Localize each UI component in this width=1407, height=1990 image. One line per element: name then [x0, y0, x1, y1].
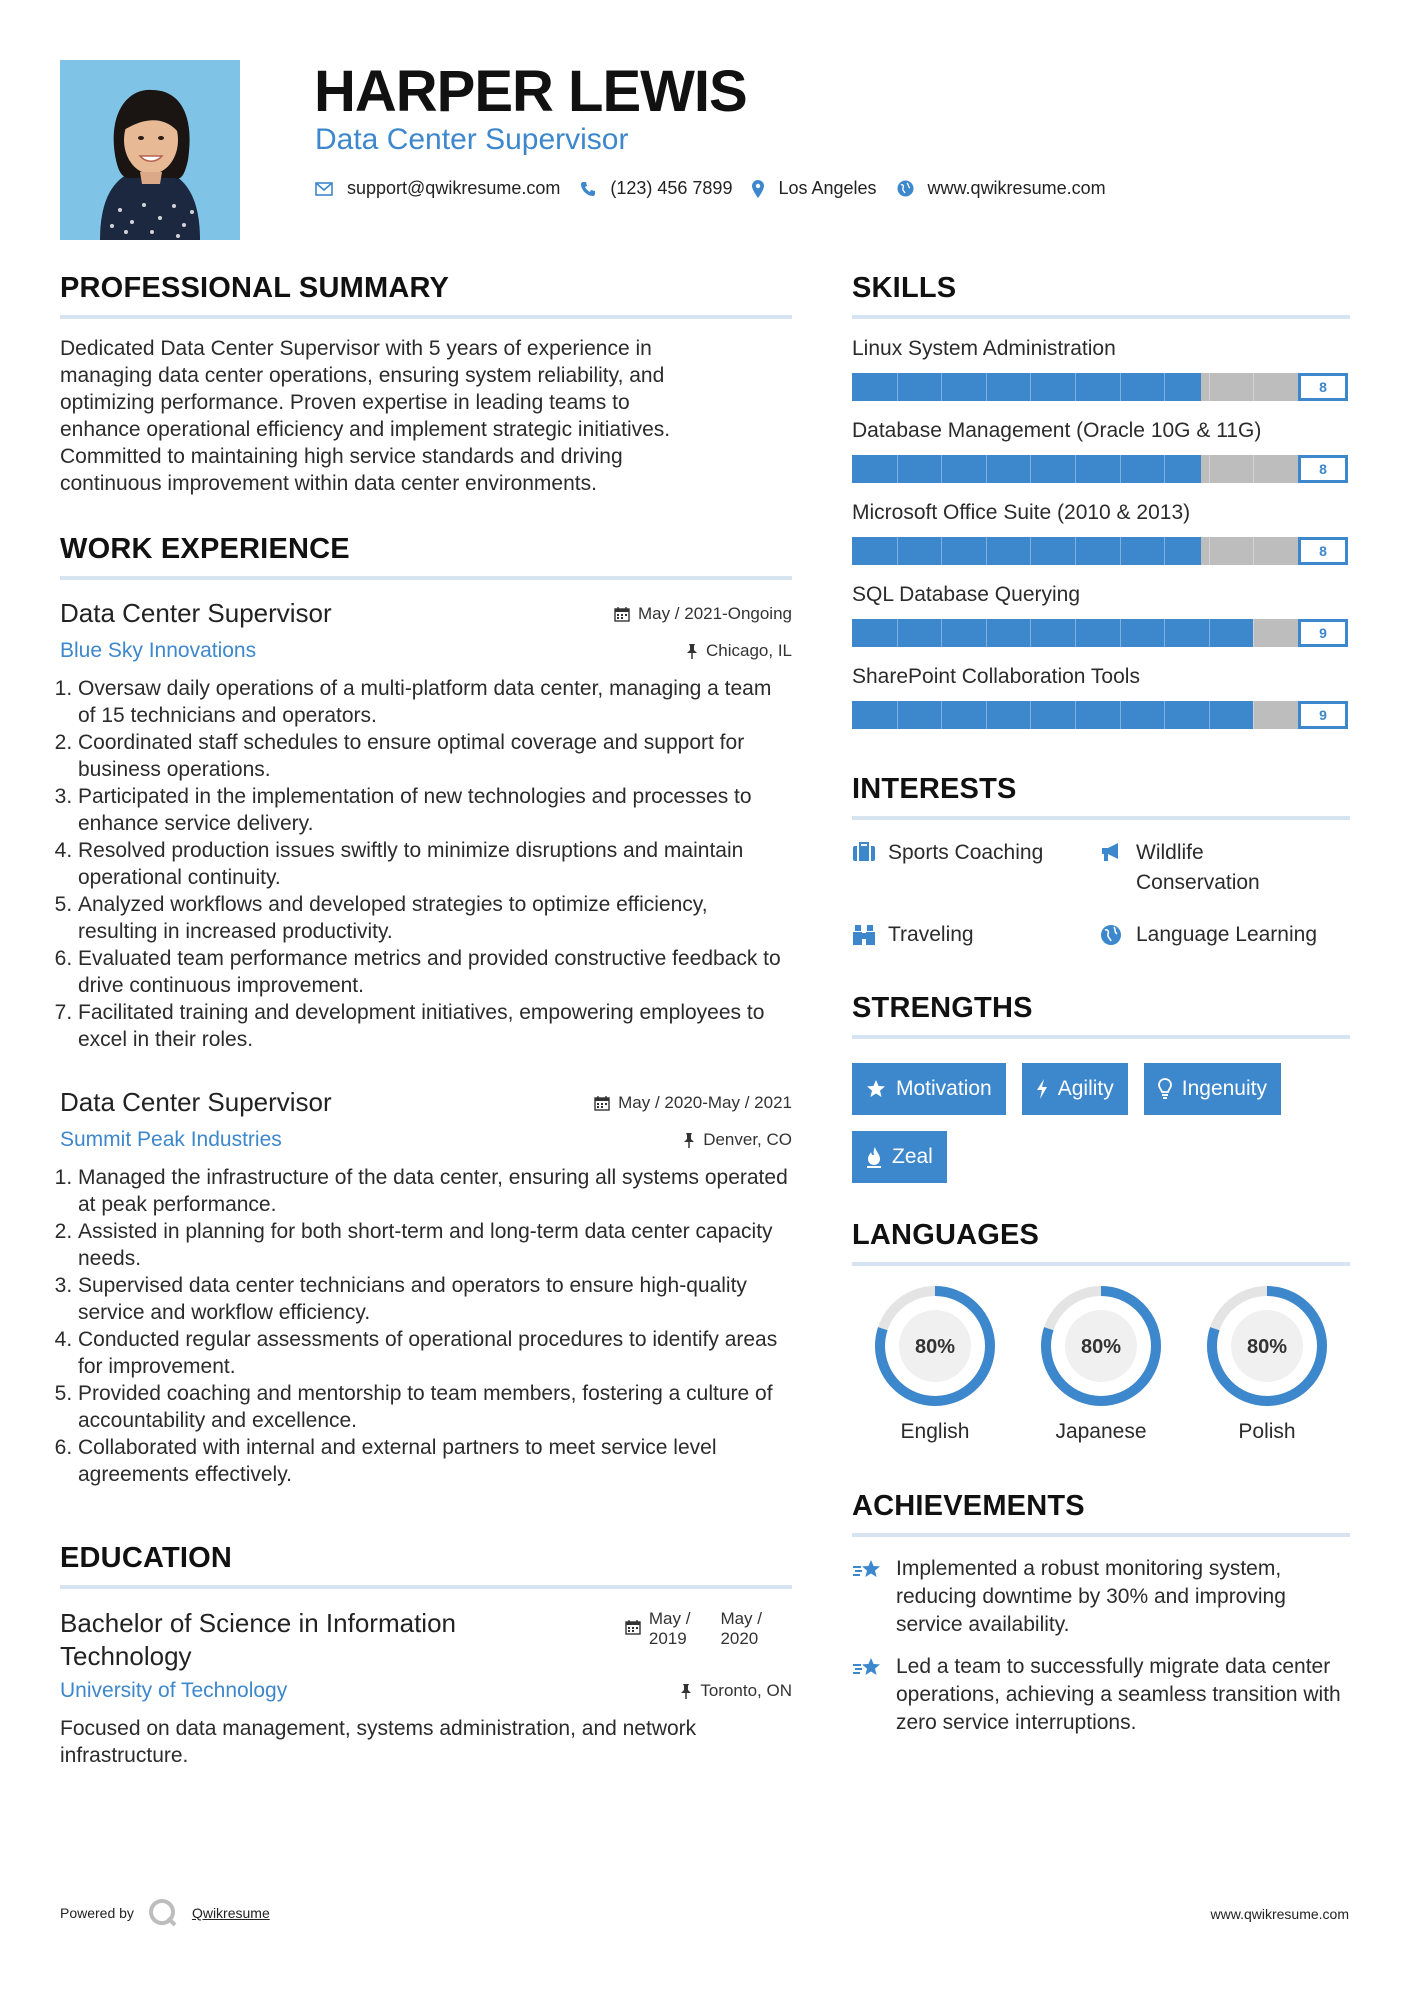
skill-bar-fill	[852, 701, 1253, 729]
candidate-title: Data Center Supervisor	[315, 123, 629, 156]
bullhorn-icon	[1100, 838, 1128, 862]
skill-bar-segment	[1164, 455, 1165, 483]
list-item: 6. Evaluated team performance metrics and provided constructive feedback to drive continuous improvement.	[78, 945, 792, 999]
interest-item	[852, 838, 1100, 898]
contact-location	[752, 178, 876, 199]
date-start	[649, 1609, 691, 1649]
skill-bar-segment	[1164, 619, 1165, 647]
education-entry	[60, 1607, 792, 1769]
skill-bar-segment	[1209, 455, 1210, 483]
experience-heading: WORK EXPERIENCE	[60, 533, 792, 580]
list-item: 1. Oversaw daily operations of a multi-platform data center, managing a team of 15 technicians and operators.	[78, 675, 792, 729]
skill-item	[852, 501, 1350, 565]
job-date-text: May / 2021-Ongoing	[637, 603, 792, 623]
skill-level-badge: 9	[1298, 619, 1348, 647]
skill-bar-segment	[1253, 701, 1254, 729]
language-percent-label: 80%	[1080, 1336, 1122, 1358]
skill-bar-segment	[1075, 619, 1076, 647]
list-item: 3. Participated in the implementation of new technologies and processes to enhance service delivery.	[78, 783, 792, 837]
job-entry	[60, 598, 792, 1053]
skill-bar-segment	[1030, 701, 1031, 729]
education-dates	[625, 1609, 762, 1649]
phone-text: (123) 456 7899	[610, 178, 733, 198]
education-description: Focused on data management, systems administration, and network infrastructure.	[60, 1717, 697, 1767]
skill-level-badge: 9	[1298, 701, 1348, 729]
job-location	[683, 1130, 792, 1150]
qwikresume-logo-icon	[148, 1898, 178, 1928]
strength-label: Agility	[1057, 1077, 1114, 1100]
map-pin-icon	[752, 180, 764, 198]
strength-tag	[1022, 1063, 1128, 1115]
skill-bar	[852, 701, 1348, 729]
calendar-icon	[614, 606, 630, 622]
contact-website[interactable]	[897, 178, 1106, 199]
skill-bar-segment	[986, 455, 987, 483]
qwikresume-link[interactable]: Qwikresume	[191, 1905, 270, 1921]
skill-level-badge: 8	[1298, 373, 1348, 401]
skill-bar	[852, 373, 1348, 401]
phone-icon	[580, 181, 596, 197]
skill-bar-segment	[1120, 701, 1121, 729]
list-item: 2. Assisted in planning for both short-term and long-term data center capacity needs.	[78, 1218, 792, 1272]
contact-bar	[315, 178, 1126, 199]
language-percent-label: 80%	[1246, 1336, 1288, 1358]
globe-icon	[1100, 920, 1128, 946]
summary-text	[60, 335, 792, 497]
summary-line: optimizing performance. Proven expertise in leading teams to	[60, 391, 630, 414]
date-start-line: 2019	[648, 1629, 687, 1648]
portrait-illustration	[60, 60, 240, 240]
skill-bar-segment	[1209, 373, 1210, 401]
powered-by-text: Powered by	[60, 1905, 134, 1921]
achievements-heading: ACHIEVEMENTS	[852, 1490, 1350, 1537]
skill-level-badge: 8	[1298, 455, 1348, 483]
skill-bar-segment	[1209, 701, 1210, 729]
job-entry	[60, 1087, 792, 1488]
language-name: Polish	[1238, 1420, 1296, 1443]
website-text: www.qwikresume.com	[927, 178, 1106, 198]
skill-bar-segment	[1253, 619, 1254, 647]
footer-url[interactable]: www.qwikresume.com	[1210, 1906, 1349, 1922]
skill-bar-segment	[897, 701, 898, 729]
skill-bar-segment	[1164, 701, 1165, 729]
skill-bar-segment	[1253, 455, 1254, 483]
skill-bar-segment	[1075, 373, 1076, 401]
skill-level-badge: 8	[1298, 537, 1348, 565]
skill-bar-segment	[986, 701, 987, 729]
achievement-item	[852, 1555, 1350, 1639]
company-name[interactable]: Blue Sky Innovations	[60, 639, 257, 662]
skill-bar-segment	[1075, 701, 1076, 729]
skill-bar	[852, 619, 1348, 647]
education-heading: EDUCATION	[60, 1542, 792, 1589]
skill-bar-segment	[1253, 537, 1254, 565]
strength-label: Zeal	[892, 1145, 933, 1168]
job-title: Data Center Supervisor	[60, 1087, 332, 1117]
skill-bar-segment	[941, 619, 942, 647]
degree-line: Bachelor of Science in Information	[60, 1608, 456, 1638]
interests-grid	[852, 838, 1350, 950]
bolt-icon	[1036, 1078, 1048, 1100]
list-item: 3. Supervised data center technicians and operators to ensure high-quality service and workflow efficiency.	[78, 1272, 792, 1326]
skill-bar-fill	[852, 619, 1253, 647]
skill-item	[852, 665, 1350, 729]
left-column	[60, 272, 792, 1769]
job-location-text: Denver, CO	[703, 1130, 792, 1149]
location-text: Los Angeles	[778, 178, 877, 198]
interest-label: Traveling	[888, 923, 974, 946]
summary-line: enhance operational efficiency and implement strategic initiatives.	[60, 418, 671, 441]
skill-bar-segment	[897, 537, 898, 565]
briefcase-icon	[852, 838, 880, 862]
interest-item	[852, 920, 1100, 950]
strength-tag	[852, 1063, 1006, 1115]
skill-bar	[852, 455, 1348, 483]
skill-bar-segment	[1209, 537, 1210, 565]
skill-bar-segment	[897, 619, 898, 647]
skill-bar-fill	[852, 373, 1201, 401]
globe-icon	[897, 180, 914, 197]
profile-photo	[60, 60, 240, 240]
candidate-name: HARPER LEWIS	[314, 59, 747, 124]
summary-line: Dedicated Data Center Supervisor with 5 years of experience in	[60, 337, 652, 360]
achievement-text: Led a team to successfully migrate data center operations, achieving a seamless transition with zero service interruptions.	[896, 1655, 1341, 1734]
duties-list	[60, 1164, 792, 1488]
pushpin-icon	[686, 643, 698, 659]
lightbulb-icon	[1158, 1078, 1172, 1100]
language-progress-ring	[873, 1284, 997, 1408]
skill-bar-segment	[1075, 455, 1076, 483]
company-name[interactable]: Summit Peak Industries	[60, 1128, 282, 1151]
school-location-text: Toronto, ON	[700, 1681, 792, 1700]
languages-heading: LANGUAGES	[852, 1219, 1350, 1266]
strength-label: Ingenuity	[1181, 1077, 1267, 1100]
skill-bar-segment	[1120, 373, 1121, 401]
skill-bar-segment	[941, 455, 942, 483]
skill-bar-segment	[1120, 537, 1121, 565]
skill-bar-segment	[897, 373, 898, 401]
achievement-text: Implemented a robust monitoring system, reducing downtime by 30% and improving service availability.	[896, 1557, 1286, 1636]
summary-line: continuous improvement within data center environments.	[60, 472, 597, 495]
skill-bar-segment	[897, 455, 898, 483]
language-progress-ring	[1205, 1284, 1329, 1408]
award-star-icon	[852, 1555, 884, 1639]
pushpin-icon	[683, 1132, 695, 1148]
strengths-heading: STRENGTHS	[852, 992, 1350, 1039]
skill-bar-segment	[1120, 455, 1121, 483]
email-text: support@qwikresume.com	[347, 178, 561, 198]
date-start-line: May /	[648, 1609, 691, 1628]
binoculars-icon	[852, 920, 880, 946]
summary-line: Committed to maintaining high service standards and driving	[60, 445, 623, 468]
skill-bar-segment	[1030, 619, 1031, 647]
interests-heading: INTERESTS	[852, 773, 1350, 820]
skills-heading: SKILLS	[852, 272, 1350, 319]
skills-list	[852, 337, 1350, 729]
interest-item	[1100, 838, 1348, 898]
footer-powered-by	[60, 1898, 270, 1928]
contact-phone[interactable]	[580, 178, 732, 199]
skill-name: Microsoft Office Suite (2010 & 2013)	[852, 501, 1191, 524]
languages-list	[852, 1284, 1350, 1444]
language-progress-ring	[1039, 1284, 1163, 1408]
list-item: 5. Analyzed workflows and developed strategies to optimize efficiency, resulting in increased productivity.	[78, 891, 792, 945]
skill-bar-segment	[1075, 537, 1076, 565]
job-date	[614, 604, 792, 624]
list-item: 2. Coordinated staff schedules to ensure optimal coverage and support for business operations.	[78, 729, 792, 783]
language-item	[1018, 1284, 1184, 1444]
strengths-tags	[852, 1063, 1350, 1183]
skill-name: Database Management (Oracle 10G & 11G)	[852, 419, 1262, 442]
skill-name: SQL Database Querying	[852, 583, 1081, 606]
envelope-icon	[315, 182, 333, 196]
job-date-text: May / 2020-May / 2021	[618, 1092, 792, 1112]
list-item: 4. Resolved production issues swiftly to minimize disruptions and maintain operational continuity.	[78, 837, 792, 891]
language-percent-label: 80%	[914, 1336, 956, 1358]
skill-bar-segment	[1030, 537, 1031, 565]
interest-label: Sports Coaching	[888, 841, 1044, 864]
calendar-icon	[625, 1619, 641, 1635]
achievement-item	[852, 1653, 1350, 1737]
skill-bar-segment	[1030, 373, 1031, 401]
duties-list	[60, 675, 792, 1053]
list-item: 7. Facilitated training and development initiatives, empowering employees to excel in their roles.	[78, 999, 792, 1053]
skill-bar-segment	[1209, 619, 1210, 647]
date-end	[720, 1609, 762, 1649]
job-date	[594, 1093, 792, 1113]
list-item: 6. Collaborated with internal and external partners to meet service level agreements effectively.	[78, 1434, 792, 1488]
skill-bar-segment	[941, 701, 942, 729]
summary-line: managing data center operations, ensuring system reliability, and	[60, 364, 665, 387]
degree-title	[60, 1607, 456, 1673]
calendar-icon	[594, 1095, 610, 1111]
language-name: English	[900, 1420, 970, 1443]
right-column	[852, 272, 1350, 1737]
skill-bar-fill	[852, 537, 1201, 565]
skill-bar-segment	[941, 537, 942, 565]
star-icon	[866, 1079, 886, 1099]
skill-bar-segment	[1164, 537, 1165, 565]
list-item: 4. Conducted regular assessments of operational procedures to identify areas for improvement.	[78, 1326, 792, 1380]
strength-tag	[852, 1131, 947, 1183]
school-name[interactable]: University of Technology	[60, 1679, 288, 1702]
interest-label: Language Learning	[1136, 923, 1318, 946]
skill-bar-segment	[986, 619, 987, 647]
pushpin-icon	[680, 1683, 692, 1699]
date-end-line: May /	[720, 1609, 762, 1628]
skill-bar-segment	[941, 373, 942, 401]
strength-label: Motivation	[896, 1077, 992, 1100]
skill-bar-segment	[1030, 455, 1031, 483]
contact-email[interactable]	[315, 178, 560, 199]
skill-bar-segment	[1164, 373, 1165, 401]
date-end-line: 2020	[720, 1629, 759, 1648]
degree-line: Technology	[60, 1641, 192, 1671]
skill-item	[852, 337, 1350, 401]
skill-name: SharePoint Collaboration Tools	[852, 665, 1140, 688]
job-location-text: Chicago, IL	[706, 641, 792, 660]
summary-heading: PROFESSIONAL SUMMARY	[60, 272, 792, 319]
skill-bar-segment	[1120, 619, 1121, 647]
list-item: 1. Managed the infrastructure of the data center, ensuring all systems operated at peak performance.	[78, 1164, 792, 1218]
skill-bar-segment	[986, 373, 987, 401]
skill-name: Linux System Administration	[852, 337, 1116, 360]
interest-item	[1100, 920, 1348, 950]
strength-tag	[1144, 1063, 1281, 1115]
award-star-icon	[852, 1653, 884, 1737]
language-name: Japanese	[1055, 1420, 1147, 1443]
interest-label: Wildlife Conservation	[1136, 841, 1260, 894]
skill-bar-fill	[852, 455, 1201, 483]
language-item	[852, 1284, 1018, 1444]
skill-bar-segment	[986, 537, 987, 565]
skill-item	[852, 419, 1350, 483]
school-location	[680, 1681, 792, 1701]
skill-bar-segment	[1253, 373, 1254, 401]
skill-item	[852, 583, 1350, 647]
language-item	[1184, 1284, 1350, 1444]
skill-bar	[852, 537, 1348, 565]
job-location	[686, 641, 792, 661]
job-title: Data Center Supervisor	[60, 598, 332, 628]
fire-icon	[866, 1146, 882, 1168]
list-item: 5. Provided coaching and mentorship to team members, fostering a culture of accountability and excellence.	[78, 1380, 792, 1434]
